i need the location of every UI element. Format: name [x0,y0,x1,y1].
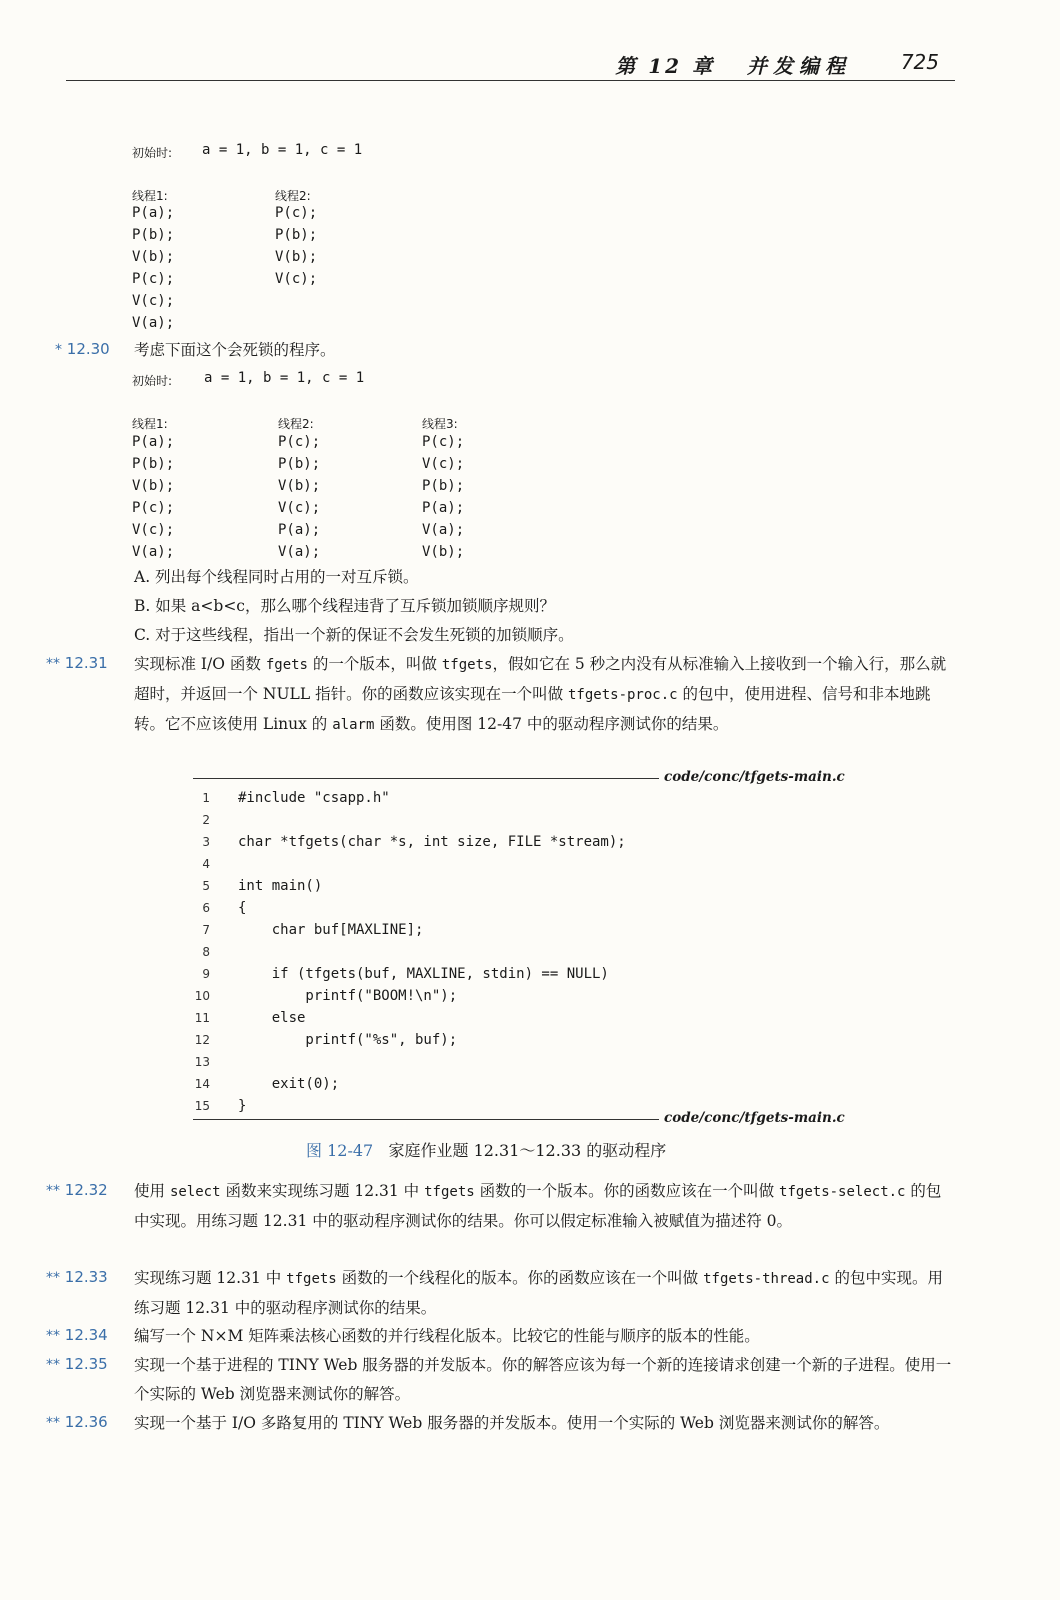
page-number: 725 [900,50,939,74]
code-line: else [238,1010,306,1026]
thread2-label: 线程2: [275,189,311,203]
code-line: V(a); [278,544,321,560]
exercise-text: 实现练习题 12.31 中 tfgets 函数的一个线程化的版本。你的函数应该在一个叫做 tfgets-thread.c 的包中实现。用练习题 12.31 中的驱动程序测试你的结果。 [134,1269,943,1317]
code-line: exit(0); [238,1076,340,1092]
exercise-number: * 12.30 [55,340,110,358]
exercise-number: ** 12.33 [46,1268,108,1286]
chapter-title: 并发编程 [747,54,851,78]
init-value: a = 1, b = 1, c = 1 [202,142,363,158]
figure-caption [306,1138,666,1161]
line-number: 1 [202,791,210,805]
question-part-b: B. 如果 a<b<c，那么哪个线程违背了互斥锁加锁顺序规则？ [134,597,555,615]
code-line: P(b); [275,227,318,243]
code-line: V(c); [422,456,465,472]
code-line: P(a); [132,434,175,450]
code-line: V(c); [132,293,175,309]
code-line: } [238,1098,247,1114]
code-line: V(c); [275,271,318,287]
line-number: 14 [194,1077,210,1091]
question-part-a: A. 列出每个线程同时占用的一对互斥锁。 [134,568,419,586]
code-line: P(c); [132,500,175,516]
line-number: 4 [202,857,210,871]
code-line: if (tfgets(buf, MAXLINE, stdin) == NULL) [238,966,609,982]
thread3-label: 线程3: [422,417,458,431]
code-line: P(b); [422,478,465,494]
line-number: 13 [194,1055,210,1069]
thread1-label: 线程1: [132,417,168,431]
code-line: V(b); [422,544,465,560]
code-line: char *tfgets(char *s, int size, FILE *stream); [238,834,626,850]
thread1-label: 线程1: [132,189,168,203]
code-line: V(a); [132,544,175,560]
line-number: 15 [194,1099,210,1113]
code-line: P(b); [132,227,175,243]
question-part-c: C. 对于这些线程，指出一个新的保证不会发生死锁的加锁顺序。 [134,626,574,644]
code-line: V(c); [132,522,175,538]
exercise-text: 考虑下面这个会死锁的程序。 [134,341,336,359]
code-line: #include "csapp.h" [238,790,390,806]
figure-top-rule [193,778,659,779]
code-line: P(c); [422,434,465,450]
init-label: 初始时: [132,374,173,388]
figure-caption-text: 家庭作业题 12.31～12.33 的驱动程序 [388,1141,667,1160]
exercise-text: 实现一个基于 I/O 多路复用的 TINY Web 服务器的并发版本。使用一个实际的 Web 浏览器来测试你的解答。 [134,1414,890,1432]
exercise-text: 使用 select 函数来实现练习题 12.31 中 tfgets 函数的一个版本。你的函数应该在一个叫做 tfgets-select.c 的包中实现。用练习题 12.31 中的驱动程序测试你的结果。你可以假定标准输入被赋值为描述符 0。 [134,1182,942,1230]
figure-filename-top: code/conc/tfgets-main.c [664,769,845,785]
figure-bottom-rule [193,1119,659,1120]
code-line: printf("%s", buf); [238,1032,458,1048]
line-number: 12 [194,1033,210,1047]
code-line: V(a); [132,315,175,331]
code-line: P(c); [278,434,321,450]
code-line: V(b); [275,249,318,265]
code-line: P(a); [422,500,465,516]
exercise-number: ** 12.34 [46,1326,108,1344]
code-line: P(b); [278,456,321,472]
init-value: a = 1, b = 1, c = 1 [204,370,365,386]
code-line: P(b); [132,456,175,472]
code-line: int main() [238,878,323,894]
exercise-text: 实现一个基于进程的 TINY Web 服务器的并发版本。你的解答应该为每一个新的连接请求创建一个新的子进程。使用一个实际的 Web 浏览器来测试你的解答。 [134,1356,952,1403]
line-number: 6 [202,901,210,915]
chapter-label: 第 12 章 [615,54,715,78]
page-header [66,48,955,81]
exercise-number: ** 12.32 [46,1181,108,1199]
code-line: V(b); [132,478,175,494]
line-number: 5 [202,879,210,893]
line-number: 10 [194,989,210,1003]
exercise-text: 编写一个 N×M 矩阵乘法核心函数的并行线程化版本。比较它的性能与顺序的版本的性能。 [134,1327,760,1345]
init-label: 初始时: [132,146,173,160]
exercise-number: ** 12.31 [46,654,108,672]
line-number: 8 [202,945,210,959]
exercise-number: ** 12.36 [46,1413,108,1431]
code-line: V(b); [278,478,321,494]
exercise-text: 实现标准 I/O 函数 fgets 的一个版本，叫做 tfgets，假如它在 5 秒之内没有从标准输入上接收到一个输入行，那么就超时，并返回一个 NULL 指针。你的函数应该实现在一个叫做 tfgets-proc.c 的包中，使用进程、信号和非本地跳转。它不应该使用 Linux 的 alarm 函数。使用图 12-47 中的驱动程序测试你的结果。 [134,655,947,733]
code-line: char buf[MAXLINE]; [238,922,424,938]
line-number: 2 [202,813,210,827]
figure-filename-bottom: code/conc/tfgets-main.c [664,1110,845,1126]
line-number: 11 [194,1011,210,1025]
code-line: P(c); [132,271,175,287]
exercise-number: ** 12.35 [46,1355,108,1373]
line-number: 9 [202,967,210,981]
code-line: P(c); [275,205,318,221]
figure-number: 图 12-47 [306,1141,374,1160]
code-line: V(b); [132,249,175,265]
code-line: { [238,900,247,916]
code-line: P(a); [278,522,321,538]
code-line: V(c); [278,500,321,516]
line-number: 3 [202,835,210,849]
code-line: P(a); [132,205,175,221]
code-line: V(a); [422,522,465,538]
line-number: 7 [202,923,210,937]
code-line: printf("BOOM!\n"); [238,988,458,1004]
thread2-label: 线程2: [278,417,314,431]
